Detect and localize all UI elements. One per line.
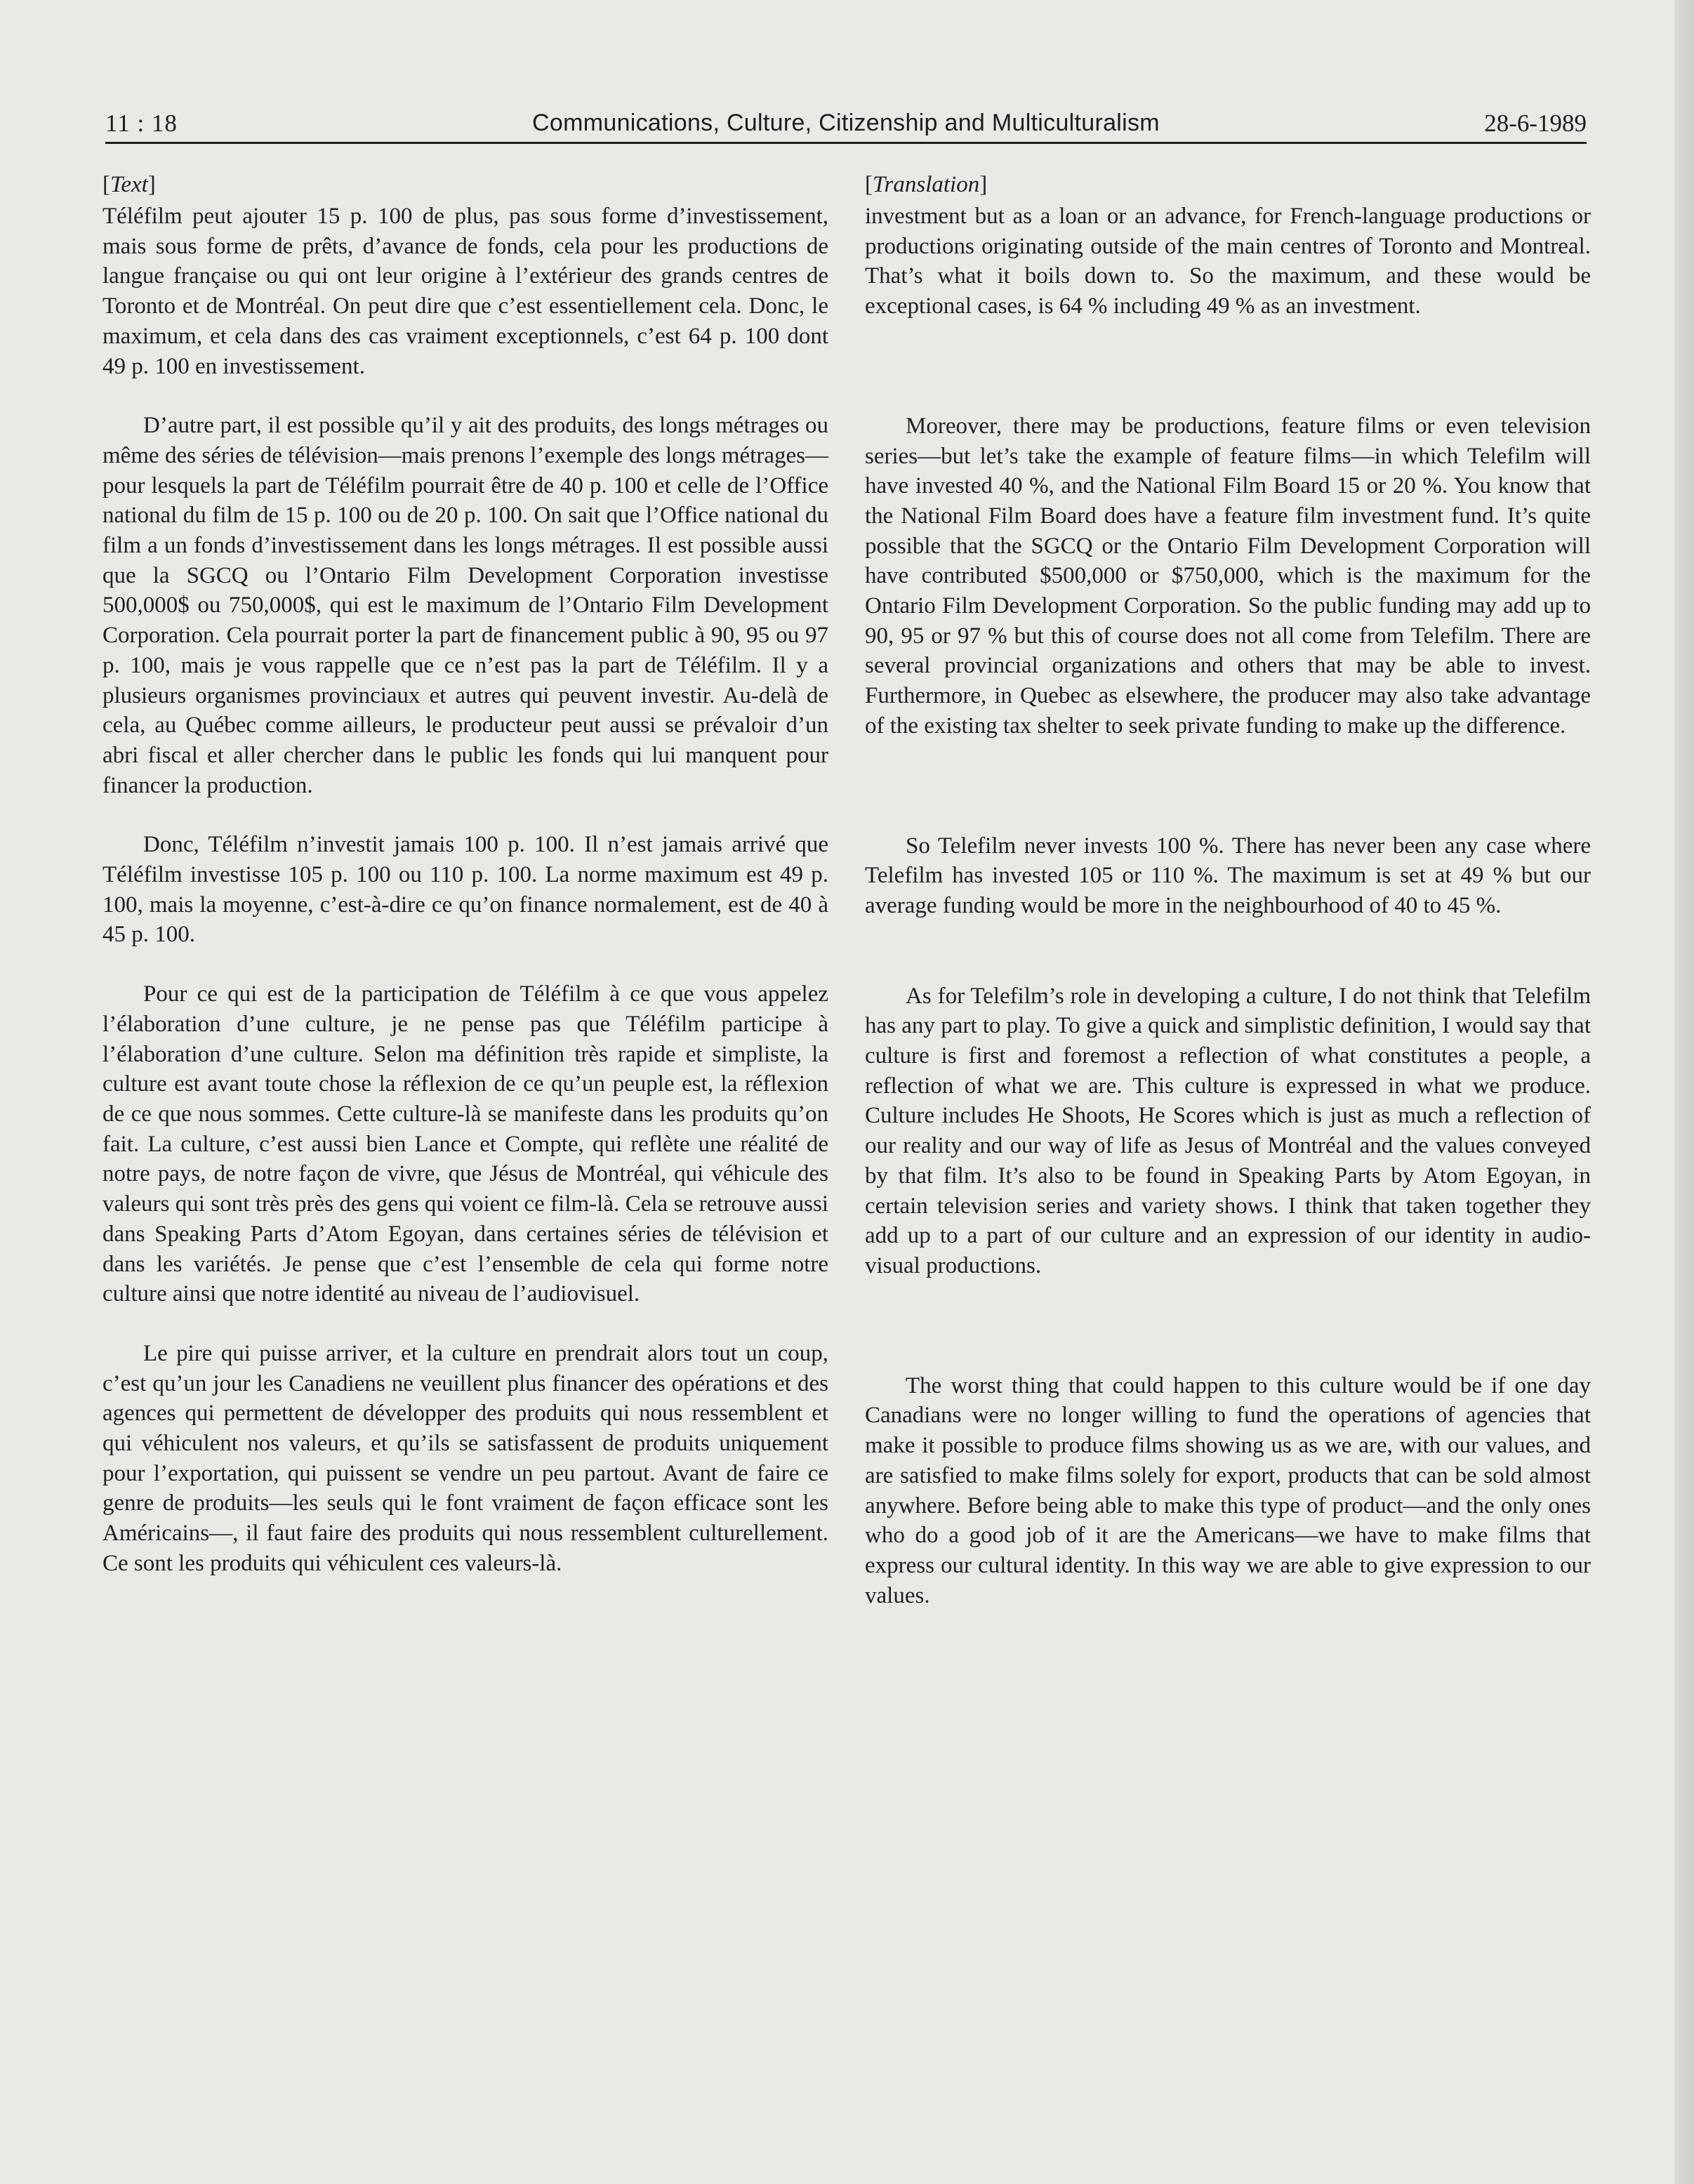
paragraph: Pour ce qui est de la participation de Téléfilm à ce que vous appelez l’élaboration d’une culture, je ne pense pas que Téléfilm participe à l’élaboration d’une culture. Selon ma définition très rapide et simpliste, la culture est avant toute chose la réflexion de ce qu’un peuple est, la réflexion de ce que nous sommes. Cette culture-là se manifeste dans les produits qu’on fait. La culture, c’est aussi bien Lance et Compte, qui reflète une réalité de notre pays, de notre façon de vivre, que Jésus de Montréal, qui véhicule des valeurs qui sont très près des gens qui voient ce film-là. Cela se retrouve aussi dans Speaking Parts d’Atom Egoyan, dans certaines séries de télévision et dans les variétés. Je pense que c’est l’ensemble de cela qui forme notre culture ainsi que notre identité au niveau de l’audiovisuel.	[102, 981, 828, 1307]
page-edge	[1674, 0, 1694, 2184]
paragraph: Le pire qui puisse arriver, et la culture en prendrait alors tout un coup, c’est qu’un jour les Canadiens ne veuillent plus financer des opérations et des agences qui permettent de développer des produits qui nous ressemblent et qui véhiculent nos valeurs, et qu’ils se satisfassent de produits uniquement pour l’exportation, qui puissent se vendre un peu partout. Avant de faire ce genre de produits—les seuls qui le font vraiment de façon efficace sont les Américains—, il faut faire des produits qui nous ressemblent culturellement. Ce sont les produits qui véhiculent ces valeurs-là.	[102, 1340, 828, 1576]
english-column	[865, 168, 1591, 1610]
french-column	[102, 168, 828, 1579]
running-head	[105, 105, 1587, 144]
paragraph: The worst thing that could happen to this culture would be if one day Canadians were no longer willing to fund the operations of agencies that make it possible to produce films showing us as we are, with our values, and are satisfied to make films solely for export, products that can be sold almost anywhere. Before being able to make this type of product—and the only ones who do a good job of it are the Americans—we have to make films that express our cultural identity. In this way we are able to give expression to our values.	[865, 1372, 1591, 1608]
paragraph: So Telefilm never invests 100 %. There has never been any case where Telefilm has invested 105 or 110 %. The maximum is set at 49 % but our average funding would be more in the neighbourhood of 40 to 45 %.	[865, 833, 1591, 918]
translation-label: Translation	[873, 172, 980, 197]
paragraph: investment but as a loan or an advance, for French-language productions or productions originating outside of the main centres of Toronto and Montreal. That’s what it boils down to. So the maximum, and these would be exceptional cases, is 64 % including 49 % as an investment.	[865, 204, 1591, 319]
column-label: [Translation]	[865, 172, 988, 197]
page-number: 11 : 18	[105, 110, 178, 137]
committee-title: Communications, Culture, Citizenship and Multiculturalism	[532, 110, 1160, 136]
meeting-date: 28-6-1989	[1484, 110, 1587, 137]
paragraph: Donc, Téléfilm n’investit jamais 100 p. 100. Il n’est jamais arrivé que Téléfilm investisse 105 p. 100 ou 110 p. 100. La norme maximum est 49 p. 100, mais la moyenne, c’est-à-dire ce qu’on finance normalement, est de 40 à 45 p. 100.	[102, 832, 828, 948]
text-label: Text	[110, 172, 148, 197]
paragraph: D’autre part, il est possible qu’il y ait des produits, des longs métrages ou même des séries de télévision—mais prenons l’exemple des longs métrages—pour lesquels la part de Téléfilm pourrait être de 40 p. 100 et celle de l’Office national du film de 15 p. 100 ou de 20 p. 100. On sait que l’Office national du film a un fonds d’investissement dans les longs métrages. Il est possible aussi que la SGCQ ou l’Ontario Film Development Corporation investisse 500,000$ ou 750,000$, qui est le maximum de l’Ontario Film Development Corporation. Cela pourrait porter la part de financement public à 90, 95 ou 97 p. 100, mais je vous rappelle que ce n’est pas la part de Téléfilm. Il y a plusieurs organismes provinciaux et autres qui peuvent investir. Au-delà de cela, au Québec comme ailleurs, le producteur peut aussi se prévaloir d’un abri fiscal et aller chercher dans le public les fonds qui lui manquent pour financer la production.	[102, 413, 828, 798]
paragraph: Moreover, there may be productions, feature films or even television series—but let’s take the example of feature films—in which Telefilm will have invested 40 %, and the National Film Board 15 or 20 %. You know that the National Film Board does have a feature film investment fund. It’s quite possible that the SGCQ or the Ontario Film Development Corporation will have contributed $500,000 or $750,000, which is the maximum for the Ontario Film Development Corporation. So the public funding may add up to 90, 95 or 97 % but this of course does not all come from Telefilm. There are several provincial organizations and others that may be able to invest. Furthermore, in Quebec as elsewhere, the producer may also take advantage of the existing tax shelter to seek private funding to make up the difference.	[865, 413, 1591, 739]
paragraph: As for Telefilm’s role in developing a culture, I do not think that Telefilm has any part to play. To give a quick and simplistic definition, I would say that culture is first and foremost a reflection of what constitutes a people, a reflection of what we are. This culture is expressed in what we produce. Culture includes He Shoots, He Scores which is just as much a reflection of our reality and our way of life as Jesus of Montréal and the values conveyed by that film. It’s also to be found in Speaking Parts by Atom Egoyan, in certain television series and variety shows. I think that taken together they add up to a part of our culture and an expression of our identity in audio-visual productions.	[865, 983, 1591, 1278]
paragraph: Téléfilm peut ajouter 15 p. 100 de plus, pas sous forme d’investissement, mais sous forme de prêts, d’avance de fonds, cela pour les productions de langue française ou qui ont leur origine à l’extérieur des grands centres de Toronto et de Montréal. On peut dire que c’est essentiellement cela. Donc, le maximum, et cela dans des cas vraiment exceptionnels, c’est 64 p. 100 dont 49 p. 100 en investissement.	[102, 204, 828, 379]
column-label: [Text]	[102, 172, 156, 197]
